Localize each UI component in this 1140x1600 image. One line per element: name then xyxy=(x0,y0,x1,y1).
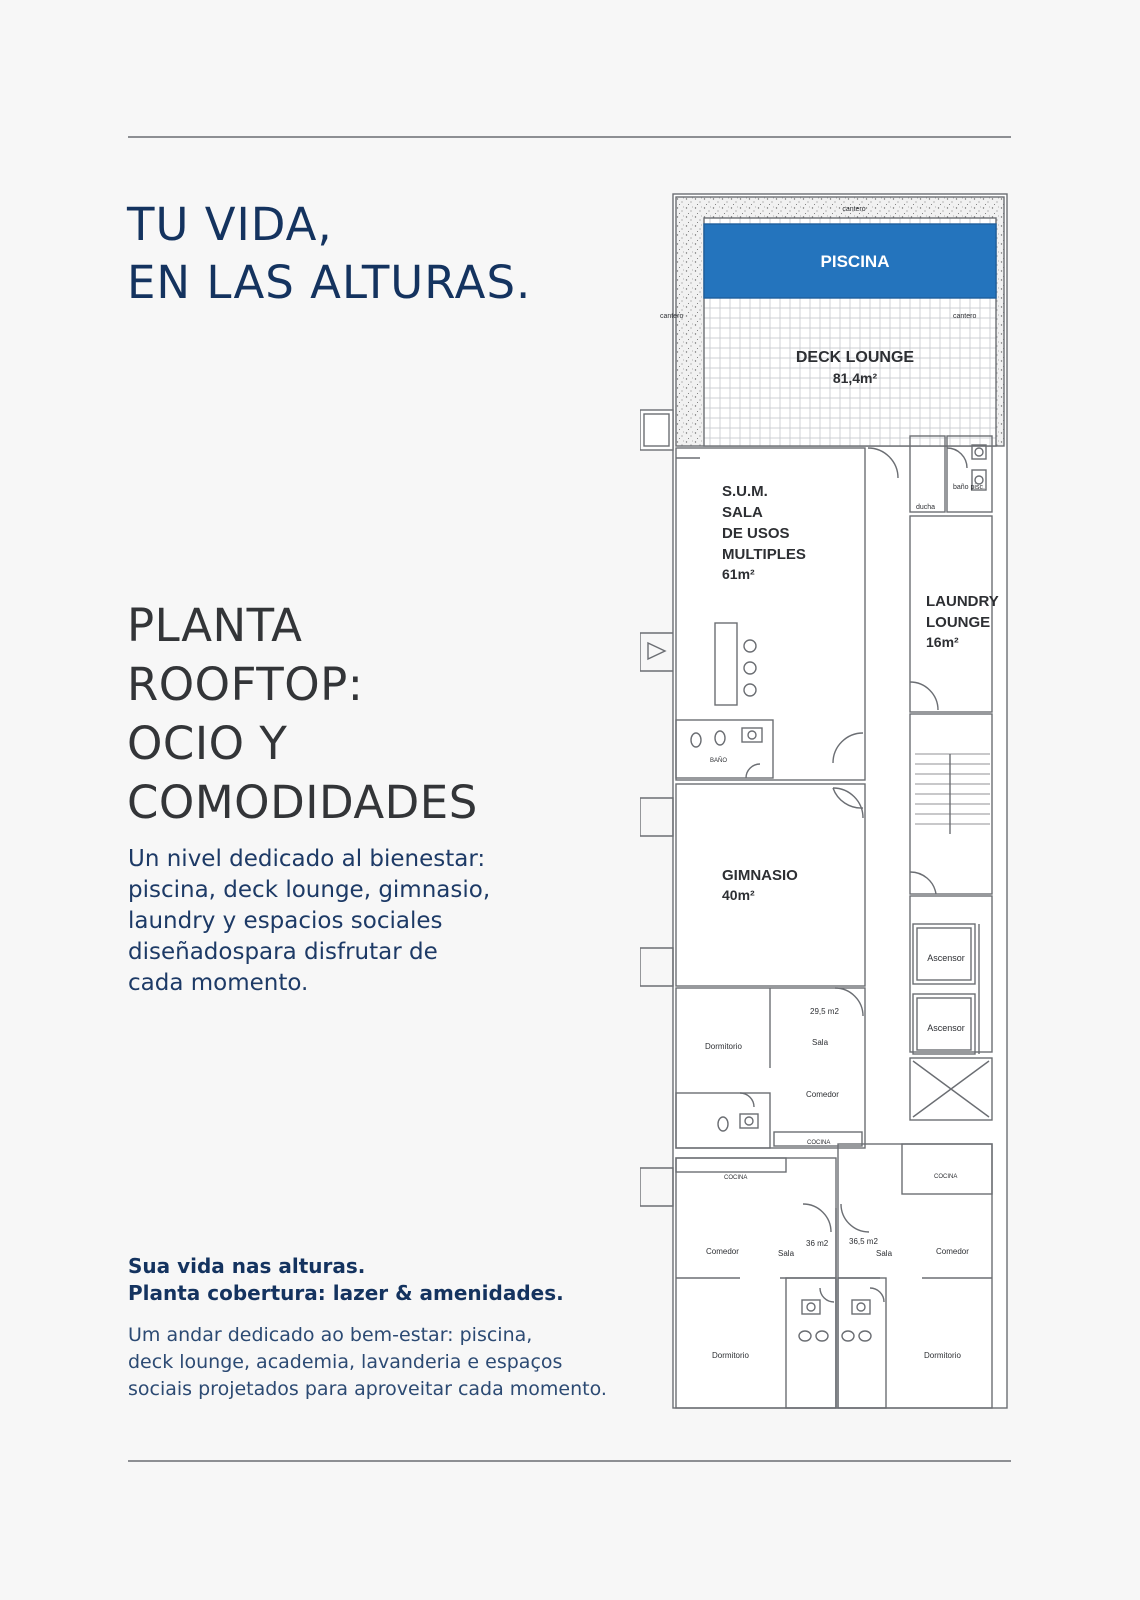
description-line: piscina, deck lounge, gimnasio, xyxy=(128,877,491,903)
sum-label-1: S.U.M. xyxy=(722,483,768,500)
rooftop-floor-plan xyxy=(640,188,1012,1412)
cocina-left-label: COCINA xyxy=(724,1175,748,1181)
description-line: cada momento. xyxy=(128,970,309,996)
elevator-1-label: Ascensor xyxy=(927,953,965,963)
planter-label: cantero xyxy=(842,206,866,213)
sum-label-3: DE USOS xyxy=(722,525,790,542)
cocina-right-label: COCINA xyxy=(934,1174,958,1180)
area-left-label: 36 m2 xyxy=(806,1239,829,1248)
description-spanish xyxy=(128,844,598,999)
section-title-line-1: PLANTA xyxy=(127,599,303,652)
apartment-a-dormitorio: Dormitorio xyxy=(705,1042,742,1051)
section-title xyxy=(127,596,478,832)
planter-label-left: cantero xyxy=(660,313,684,320)
description-line: laundry y espacios sociales xyxy=(128,908,443,934)
comedor-left-label: Comedor xyxy=(706,1247,739,1256)
sala-left-label: Sala xyxy=(778,1249,795,1258)
pt-description-line: Um andar dedicado ao bem-estar: piscina, xyxy=(128,1324,533,1346)
headline-line-1: TU VIDA, xyxy=(127,198,333,251)
sum-area: 61m² xyxy=(722,566,755,582)
bottom-divider xyxy=(128,1460,1011,1462)
dormitorio-right-label: Dormitorio xyxy=(924,1351,961,1360)
section-title-line-3: OCIO Y xyxy=(127,717,288,770)
area-right-label: 36,5 m2 xyxy=(849,1237,878,1246)
laundry-label-1: LAUNDRY xyxy=(926,593,999,610)
gym-area: 40m² xyxy=(722,887,755,903)
sala-right-label: Sala xyxy=(876,1249,893,1258)
headline xyxy=(127,196,531,312)
ducha-label: ducha xyxy=(916,504,936,511)
top-divider xyxy=(128,136,1011,138)
section-title-line-2: ROOFTOP: xyxy=(127,658,364,711)
planter-label-right: cantero xyxy=(953,313,977,320)
pool-label: PISCINA xyxy=(820,252,890,271)
portuguese-heading-line-2: Planta cobertura: lazer & amenidades. xyxy=(128,1281,564,1305)
bano-pisc-label: baño pisc. xyxy=(953,484,985,491)
comedor-right-label: Comedor xyxy=(936,1247,969,1256)
deck-area: 81,4m² xyxy=(832,370,878,386)
apartment-a-area: 29,5 m2 xyxy=(810,1007,839,1016)
deck-label: DECK LOUNGE xyxy=(795,349,915,366)
sum-label-2: SALA xyxy=(722,504,763,521)
pt-description-line: deck lounge, academia, lavanderia e espaços xyxy=(128,1351,563,1373)
description-portuguese xyxy=(128,1322,607,1403)
elevator-2-label: Ascensor xyxy=(927,1023,965,1033)
portuguese-heading xyxy=(128,1253,564,1307)
dormitorio-left-label: Dormitorio xyxy=(712,1351,749,1360)
portuguese-heading-line-1: Sua vida nas alturas. xyxy=(128,1254,366,1278)
headline-line-2: EN LAS ALTURAS. xyxy=(127,256,532,309)
pt-description-line: sociais projetados para aproveitar cada momento. xyxy=(128,1378,607,1400)
apartment-a-sala: Sala xyxy=(812,1038,829,1047)
apartment-a-comedor: Comedor xyxy=(806,1090,839,1099)
description-line: diseñadospara disfrutar de xyxy=(128,939,438,965)
laundry-area: 16m² xyxy=(926,634,959,650)
laundry-label-2: LOUNGE xyxy=(926,614,991,631)
description-line: Un nivel dedicado al bienestar: xyxy=(128,846,486,872)
sum-label-4: MULTIPLES xyxy=(722,546,806,563)
section-title-line-4: COMODIDADES xyxy=(127,776,478,829)
gym-label: GIMNASIO xyxy=(722,867,798,884)
bano-label: BAÑO xyxy=(710,758,728,764)
apartment-a-cocina: COCINA xyxy=(807,1140,831,1146)
